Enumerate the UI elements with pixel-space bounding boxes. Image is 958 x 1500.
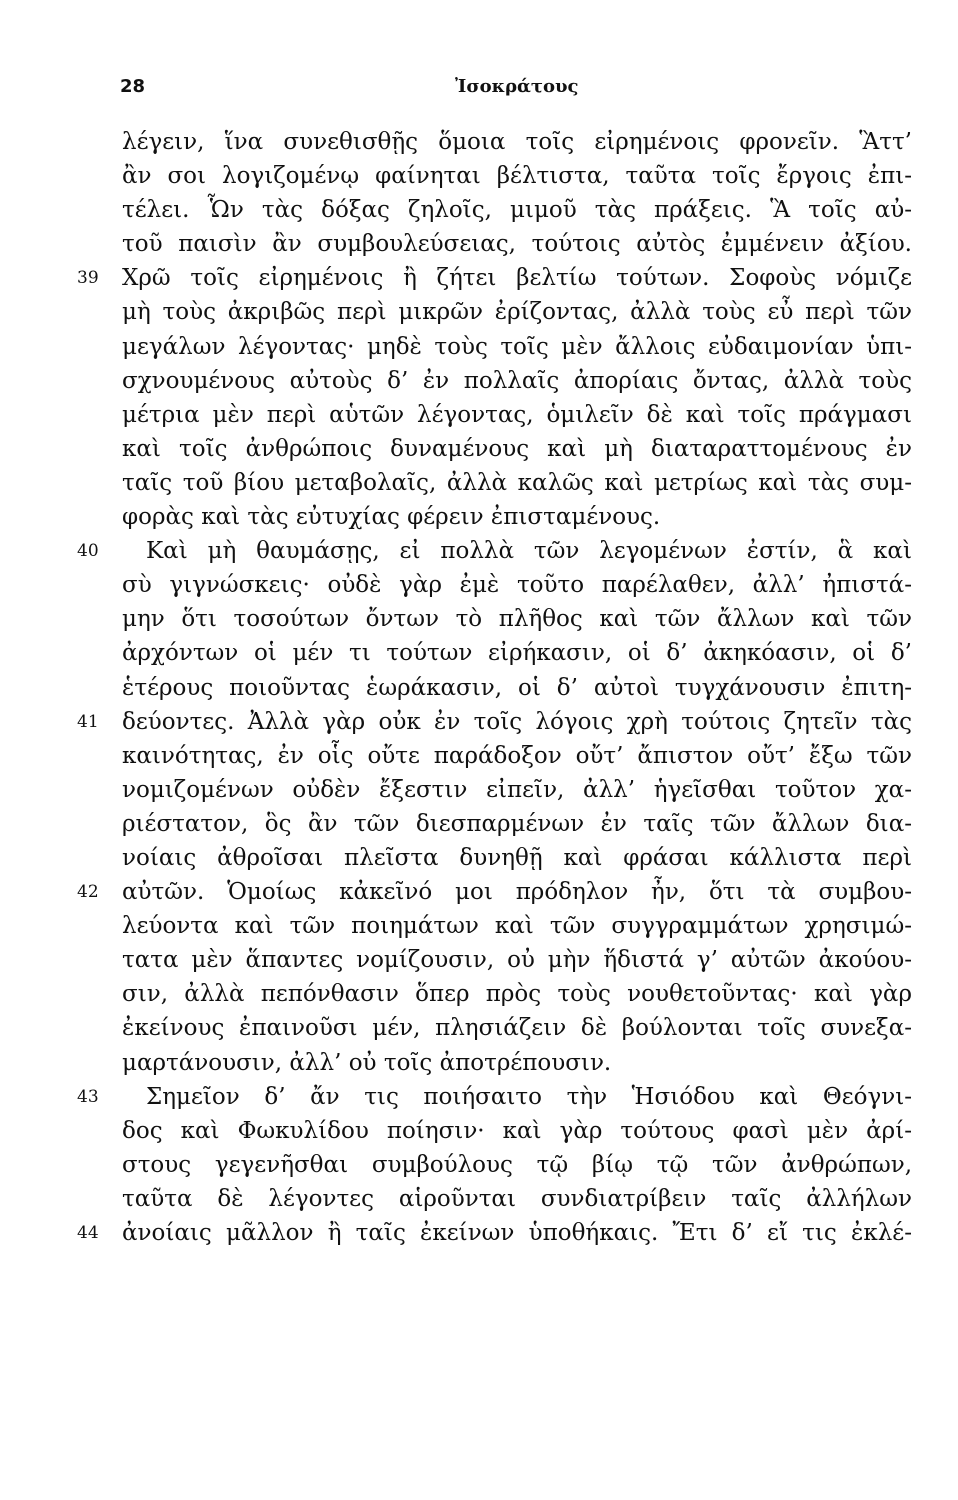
- line-text: μέτρια μὲν περὶ αὑτῶν λέγοντας, ὁμιλεῖν δὲ καὶ τοῖς πράγμασι: [122, 401, 912, 428]
- line-text: νοίαις ἀθροῖσαι πλεῖστα δυνηθῇ καὶ φράσαι κάλλιστα περὶ: [122, 844, 912, 871]
- text-line: [77, 261, 912, 295]
- text-line: [122, 466, 912, 500]
- line-text: σιν, ἀλλὰ πεπόνθασιν ὅπερ πρὸς τοὺς νουθετοῦντας· καὶ γὰρ: [122, 981, 912, 1008]
- text-line: [122, 1148, 912, 1182]
- line-text: λέγειν, ἵνα συνεθισθῇς ὅμοια τοῖς εἰρημένοις φρονεῖν. Ἃττ’: [122, 129, 912, 155]
- text-line: [122, 943, 912, 977]
- text-line: [122, 1182, 912, 1216]
- text-line: [122, 159, 912, 193]
- section-number: 44: [77, 1223, 99, 1243]
- section-number: 39: [77, 268, 99, 289]
- text-line: [122, 1114, 912, 1148]
- text-line: [77, 1080, 912, 1114]
- section-number: 43: [77, 1086, 99, 1107]
- text-line: [77, 705, 912, 739]
- text-line: [122, 739, 912, 773]
- text-line: [122, 807, 912, 841]
- line-text: μὴ τοὺς ἀκριβῶς περὶ μικρῶν ἐρίζοντας, ἀλλὰ τοὺς εὖ περὶ τῶν: [122, 299, 912, 326]
- text-line: [122, 398, 912, 432]
- text-line: [122, 1011, 912, 1045]
- line-text: ταῖς τοῦ βίου μεταβολαῖς, ἀλλὰ καλῶς καὶ μετρίως καὶ τὰς συμ-: [122, 469, 912, 496]
- line-text: δος καὶ Φωκυλίδου ποίησιν· καὶ γὰρ τούτους φασὶ μὲν ἀρί-: [122, 1117, 912, 1144]
- line-text: Σημεῖον δ’ ἄν τις ποιήσαιτο τὴν Ἡσιόδου καὶ Θεόγνι-: [146, 1083, 912, 1110]
- line-text: δεύοντες. Ἀλλὰ γὰρ οὐκ ἐν τοῖς λόγοις χρὴ τούτοις ζητεῖν τὰς: [122, 708, 912, 735]
- text-line: [122, 568, 912, 602]
- text-line: [122, 193, 912, 227]
- line-text: νομιζομένων οὐδὲν ἔξεστιν εἰπεῖν, ἀλλ’ ἡγεῖσθαι τοῦτον χα-: [122, 776, 912, 803]
- text-line: [122, 841, 912, 875]
- line-text: καινότητας, ἐν οἷς οὔτε παράδοξον οὔτ’ ἄπιστον οὔτ’ ἔξω τῶν: [122, 742, 912, 769]
- line-text: στους γεγενῆσθαι συμβούλους τῷ βίῳ τῷ τῶν ἀνθρώπων,: [122, 1151, 912, 1178]
- running-title: Ἰσοκράτους: [455, 76, 579, 97]
- line-text: ἐκείνους ἐπαινοῦσι μέν, πλησιάζειν δὲ βούλονται τοῖς συνεξα-: [122, 1015, 912, 1042]
- section-number: 40: [77, 541, 99, 562]
- line-text: τέλει. Ὧν τὰς δόξας ζηλοῖς, μιμοῦ τὰς πράξεις. Ἃ τοῖς αὐ-: [122, 197, 912, 224]
- page-number: 28: [120, 76, 146, 97]
- line-text: σὺ γιγνώσκεις· οὐδὲ γὰρ ἐμὲ τοῦτο παρέλαθεν, ἀλλ’ ἠπιστά-: [122, 572, 912, 599]
- line-text: καὶ τοῖς ἀνθρώποις δυναμένους καὶ μὴ διαταραττομένους ἐν: [122, 435, 912, 462]
- text-line: [122, 602, 912, 636]
- line-text: Καὶ μὴ θαυμάσῃς, εἰ πολλὰ τῶν λεγομένων ἐστίν, ἃ καὶ: [146, 538, 912, 565]
- text-line: [122, 125, 912, 159]
- line-text: Χρῶ τοῖς εἰρημένοις ἢ ζήτει βελτίω τούτων. Σοφοὺς νόμιζε: [122, 265, 912, 292]
- text-line: [122, 977, 912, 1011]
- text-line: [122, 432, 912, 466]
- line-text: φορὰς καὶ τὰς εὐτυχίας φέρειν ἐπισταμένους.: [122, 504, 661, 531]
- line-text: τατα μὲν ἅπαντες νομίζουσιν, οὐ μὴν ἥδιστά γ’ αὐτῶν ἀκούου-: [122, 947, 912, 974]
- line-text: αὐτῶν. Ὁμοίως κἀκεῖνό μοι πρόδηλον ἦν, ὅτι τὰ συμβου-: [122, 879, 912, 906]
- line-text: ἑτέρους ποιοῦντας ἑωράκασιν, οἱ δ’ αὐτοὶ τυγχάνουσιν ἐπιτη-: [122, 674, 912, 701]
- text-line: [122, 330, 912, 364]
- section-number: 42: [77, 882, 99, 903]
- text-line: [77, 534, 912, 568]
- text-line: [122, 364, 912, 398]
- line-text: ριέστατον, ὃς ἂν τῶν διεσπαρμένων ἐν ταῖς τῶν ἄλλων δια-: [122, 810, 912, 837]
- line-text: τοῦ παισὶν ἂν συμβουλεύσειας, τούτοις αὐτὸς ἐμμένειν ἀξίου.: [122, 231, 912, 258]
- text-line: [77, 1216, 912, 1250]
- text-line: [122, 671, 912, 705]
- line-text: ταῦτα δὲ λέγοντες αἱροῦνται συνδιατρίβειν ταῖς ἀλλήλων: [122, 1185, 912, 1212]
- text-line: [122, 1046, 912, 1080]
- line-text: μεγάλων λέγοντας· μηδὲ τοὺς τοῖς μὲν ἄλλοις εὐδαιμονίαν ὑπι-: [122, 333, 912, 360]
- line-text: λεύοντα καὶ τῶν ποιημάτων καὶ τῶν συγγραμμάτων χρησιμώ-: [122, 913, 912, 940]
- text-line: [77, 875, 912, 909]
- text-line: [122, 636, 912, 670]
- line-text: ἀνοίαις μᾶλλον ἢ ταῖς ἐκείνων ὑποθήκαις. Ἔτι δ’ εἴ τις ἐκλέ-: [122, 1220, 912, 1246]
- line-text: σχνουμένους αὐτοὺς δ’ ἐν πολλαῖς ἀπορίαις ὄντας, ἀλλὰ τοὺς: [122, 367, 912, 394]
- line-text: ἀρχόντων οἱ μέν τι τούτων εἰρήκασιν, οἱ δ’ ἀκηκόασιν, οἱ δ’: [122, 640, 912, 667]
- text-line: [122, 295, 912, 329]
- line-text: ἂν σοι λογιζομένῳ φαίνηται βέλτιστα, ταῦτα τοῖς ἔργοις ἐπι-: [122, 163, 912, 190]
- text-line: [122, 773, 912, 807]
- text-line: [122, 909, 912, 943]
- line-text: μην ὅτι τοσούτων ὄντων τὸ πλῆθος καὶ τῶν ἄλλων καὶ τῶν: [122, 606, 912, 633]
- line-text: μαρτάνουσιν, ἀλλ’ οὐ τοῖς ἀποτρέπουσιν.: [122, 1049, 612, 1076]
- body-text: [77, 125, 912, 1250]
- text-line: [122, 227, 912, 261]
- text-line: [122, 500, 912, 534]
- section-number: 41: [77, 711, 99, 732]
